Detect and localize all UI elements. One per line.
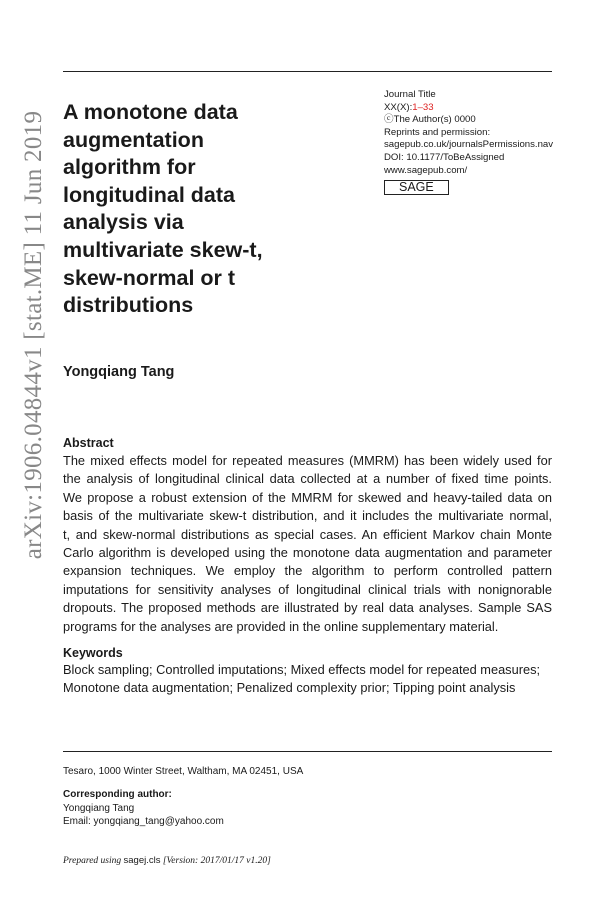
abstract-heading: Abstract	[63, 436, 114, 450]
text-line: augmentation	[63, 127, 204, 152]
top-rule	[63, 71, 552, 72]
text-line: distributions	[63, 293, 194, 318]
permissions-url: sagepub.co.uk/journalsPermissions.nav	[384, 139, 554, 151]
arxiv-stamp: arXiv:1906.04844v1 [stat.ME] 11 Jun 2019	[20, 110, 47, 560]
text-line: t, and skew-normal distributions as special cases. An efficient Markov chain Monte	[63, 526, 552, 542]
text-line: We propose a robust extension of the MMRM for skewed and heavy-tailed data on	[63, 489, 552, 505]
text-line: expansion techniques. We employ the algorithm to perform controlled pattern	[63, 563, 552, 579]
author-name: Yongqiang Tang	[63, 364, 175, 380]
corresponding-email[interactable]: Email: yongqiang_tang@yahoo.com	[63, 816, 224, 827]
journal-title: Journal Title	[384, 89, 436, 100]
text-line: programs for the analyses are provided in the online supplementary material.	[63, 618, 499, 634]
corresponding-name: Yongqiang Tang	[63, 802, 135, 814]
bottom-rule	[63, 751, 552, 752]
affiliation: Tesaro, 1000 Winter Street, Waltham, MA 02451, USA	[63, 766, 304, 777]
sage-logo: SAGE	[384, 180, 449, 195]
copyright: ⓒThe Author(s) 0000	[384, 114, 476, 126]
text-line: algorithm for	[63, 155, 196, 180]
abstract-body	[63, 452, 552, 636]
footer-cls: sagej.cls	[123, 855, 161, 866]
keywords-body	[63, 661, 552, 698]
text-line: analysis via	[63, 210, 184, 235]
text-line: Block sampling; Controlled imputations; Mixed effects model for repeated measures;	[63, 662, 541, 677]
prepared-using-footer	[63, 855, 271, 866]
text-line: A monotone data	[63, 100, 238, 124]
text-line: Carlo algorithm is developed using the monotone data augmentation and parameter	[63, 545, 552, 561]
text-line: multivariate skew-t,	[63, 237, 263, 262]
text-line: imputations for sensitivity analyses of longitudinal clinical trials with nonignorable	[63, 581, 552, 597]
text-line: basis of the multivariate skew-t distribution, and it includes the multivariate normal,	[63, 508, 552, 524]
text-line: longitudinal data	[63, 182, 235, 207]
doi: DOI: 10.1177/ToBeAssigned	[384, 151, 505, 163]
corresponding-heading: Corresponding author:	[63, 789, 172, 800]
volume: XX(X):	[384, 101, 413, 113]
text-line: skew-normal or t	[63, 265, 236, 290]
corresponding-author	[63, 788, 224, 829]
text-line: Monotone data augmentation; Penalized complexity prior; Tipping point analysis	[63, 680, 516, 696]
footer-prefix: Prepared using	[63, 856, 124, 866]
website: www.sagepub.com/	[384, 164, 468, 176]
journal-info	[384, 89, 553, 196]
text-line: the analysis of longitudinal clinical data collected at a number of fixed time points.	[63, 471, 552, 487]
reprints: Reprints and permission:	[384, 126, 491, 138]
paper-title	[63, 99, 363, 320]
text-line: The mixed effects model for repeated measures (MMRM) has been widely used for	[63, 453, 552, 468]
keywords-heading: Keywords	[63, 646, 123, 660]
page-range[interactable]: 1–33	[412, 101, 434, 113]
text-line: dropouts. The proposed methods are illustrated by real data analyses. Sample SAS	[63, 600, 552, 616]
footer-version: [Version: 2017/01/17 v1.20]	[160, 856, 271, 866]
journal-volume	[384, 102, 553, 115]
